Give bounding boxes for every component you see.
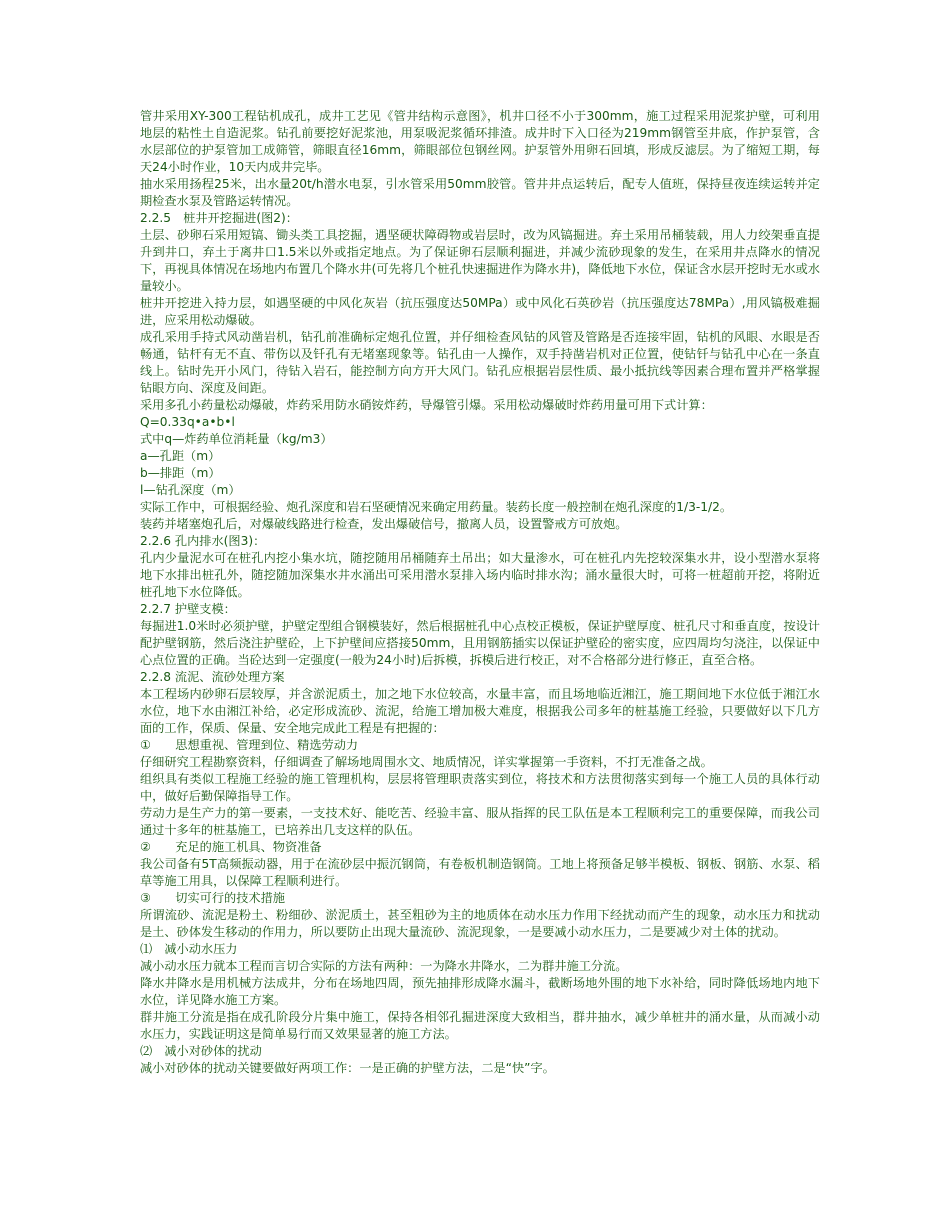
paragraph: 所谓流砂、流泥是粉土、粉细砂、淤泥质土，甚至粗砂为主的地质体在动水压力作用下经扰动而产生的现象，动水压力和扰动是土、砂体发生移动的作用力，所以要防止出现大量流砂、流泥现象，一是要减小动水压力，二是要减少对土体的扰动。 — [140, 908, 820, 939]
paragraph: 成孔采用手持式风动凿岩机，钻孔前准确标定炮孔位置，并仔细检查风钻的风管及管路是否连接牢固，钻机的风眼、水眼是否畅通，钻杆有无不直、带伤以及钎孔有无堵塞现象等。钻孔由一人操作，双手持凿岩机对正位置，使钻钎与钻孔中心在一条直线上。钻时先开小风门，待钻入岩石，能控制方向方开大风门。钻孔应根据岩层性质、最小抵抗线等因素合理布置并严格掌握钻眼方向、深度及间距。 — [140, 330, 820, 395]
paragraph: 减小对砂体的扰动关键要做好两项工作：一是正确的护壁方法，二是“快”字。 — [140, 1061, 555, 1075]
section-heading: Q=0.33q•a•b•l — [140, 415, 235, 429]
paragraph: 本工程场内砂卵石层较厚，并含淤泥质土，加之地下水位较高，水量丰富，而且场地临近湘江，施工期间地下水位低于湘江水水位，地下水由湘江补给，必定形成流砂、流泥，给施工增加极大难度，根据我公司多年的桩基施工经验，只要做好以下几方面的工作，保质、保量、安全地完成此工程是有把握的： — [140, 687, 820, 735]
section-heading: 2.2.5 桩井开挖掘进(图2)： — [140, 211, 298, 225]
paragraph: 采用多孔小药量松动爆破，炸药采用防水硝铵炸药，导爆管引爆。采用松动爆破时炸药用量可用下式计算： — [140, 398, 713, 412]
list-item-heading: ① 思想重视、管理到位、精选劳动力 — [140, 738, 359, 752]
paragraph: 管井采用XY-300工程钻机成孔，成井工艺见《管井结构示意图》，机井口径不小于300mm，施工过程采用泥浆护壁，可利用地层的粘性土自造泥浆。钻孔前要挖好泥浆池，用泵吸泥浆循环排渣。成井时下入口径为219mm钢管至井底，作护泵管，含水层部位的护泵管加工成筛管，筛眼直径16mm，筛眼部位包钢丝网。护泵管外用卵石回填，形成反滤层。为了缩短工期，每天24小时作业，10天内成井完毕。 — [140, 109, 820, 174]
section-heading: 2.2.7 护壁支模： — [140, 602, 236, 616]
document-body — [140, 108, 820, 1077]
list-item-heading: ⑵ 减小对砂体的扰动 — [140, 1044, 262, 1058]
paragraph: 仔细研究工程勘察资料，仔细调查了解场地周围水文、地质情况，详实掌握第一手资料，不打无准备之战。 — [140, 755, 713, 769]
section-heading: 式中q—炸药单位消耗量（kg/m3） — [140, 432, 333, 446]
paragraph: 实际工作中，可根据经验、炮孔深度和岩石坚硬情况来确定用药量。装药长度一般控制在炮孔深度的1/3-1/2。 — [140, 500, 733, 514]
paragraph: 减小动水压力就本工程而言切合实际的方法有两种：一为降水井降水，二为群井施工分流。 — [140, 959, 628, 973]
paragraph: 抽水采用扬程25米，出水量20t/h潜水电泵，引水管采用50mm胶管。管井井点运转后，配专人值班，保持昼夜连续运转并定期检查水泵及管路运转情况。 — [140, 177, 820, 208]
list-item-heading: ⑴ 减小动水压力 — [140, 942, 238, 956]
paragraph: 装药并堵塞炮孔后，对爆破线路进行检查，发出爆破信号，撤离人员，设置警戒方可放炮。 — [140, 517, 628, 531]
paragraph: 群井施工分流是指在成孔阶段分片集中施工，保持各相邻孔掘进深度大致相当，群井抽水，减少单桩井的涌水量，从而减小动水压力，实践证明这是简单易行而又效果显著的施工方法。 — [140, 1010, 820, 1041]
section-heading: l—钻孔深度（m） — [140, 483, 241, 497]
paragraph: 每掘进1.0米时必须护壁，护壁定型组合钢模装好，然后根据桩孔中心点校正模板，保证护壁厚度、桩孔尺寸和垂直度，按设计配护壁钢筋，然后浇注护壁砼，上下护壁间应搭接50mm，且用钢筋插实以保证护壁砼的密实度，应四周均匀浇注，以保证中心点位置的正确。当砼达到一定强度(一般为24小时)后拆模，拆模后进行校正，对不合格部分进行修正，直至合格。 — [140, 619, 820, 667]
list-item-heading: ② 充足的施工机具、物资准备 — [140, 840, 322, 854]
paragraph: 孔内少量泥水可在桩孔内挖小集水坑，随挖随用吊桶随弃土吊出；如大量渗水，可在桩孔内先挖较深集水井，设小型潜水泵将地下水排出桩孔外，随挖随加深集水井水涌出可采用潜水泵排入场内临时排水沟；涌水量很大时，可将一桩超前开挖，将附近桩孔地下水位降低。 — [140, 551, 820, 599]
paragraph: 组织具有类似工程施工经验的施工管理机构，层层将管理职责落实到位，将技术和方法贯彻落实到每一个施工人员的具体行动中，做好后勤保障指导工作。 — [140, 772, 820, 803]
section-heading: b—排距（m） — [140, 466, 221, 480]
list-item-heading: ③ 切实可行的技术措施 — [140, 891, 285, 905]
paragraph: 桩井开挖进入持力层，如遇坚硬的中风化灰岩（抗压强度达50MPa）或中风化石英砂岩（抗压强度达78MPa）,用风镐极难掘进，应采用松动爆破。 — [140, 296, 820, 327]
paragraph: 土层、砂卵石采用短镐、锄头类工具挖掘，遇坚硬状障碍物或岩层时，改为风镐掘进。弃土采用吊桶装载，用人力绞架垂直提升到井口，弃土于离井口1.5米以外或指定地点。为了保证卵石层顺利掘进，并减少流砂现象的发生，在采用井点降水的情况下，再视具体情况在场地内布置几个降水井(可先将几个桩孔快速掘进作为降水井)，降低地下水位，保证含水层开挖时无水或水量较小。 — [140, 228, 820, 293]
paragraph: 降水井降水是用机械方法成井，分布在场地四周，预先抽排形成降水漏斗，截断场地外围的地下水补给，同时降低场地内地下水位，详见降水施工方案。 — [140, 976, 820, 1007]
paragraph: 我公司备有5T高频振动器，用于在流砂层中振沉钢筒，有卷板机制造钢筒。工地上将预备足够半模板、钢板、钢筋、水泵、稻草等施工用具，以保障工程顺利进行。 — [140, 857, 820, 888]
section-heading: 2.2.8 流泥、流砂处理方案 — [140, 670, 285, 684]
section-heading: a—孔距（m） — [140, 449, 221, 463]
paragraph: 劳动力是生产力的第一要素，一支技术好、能吃苦、经验丰富、服从指挥的民工队伍是本工程顺利完工的重要保障，而我公司通过十多年的桩基施工，已培养出几支这样的队伍。 — [140, 806, 820, 837]
section-heading: 2.2.6 孔内排水(图3)： — [140, 534, 266, 548]
